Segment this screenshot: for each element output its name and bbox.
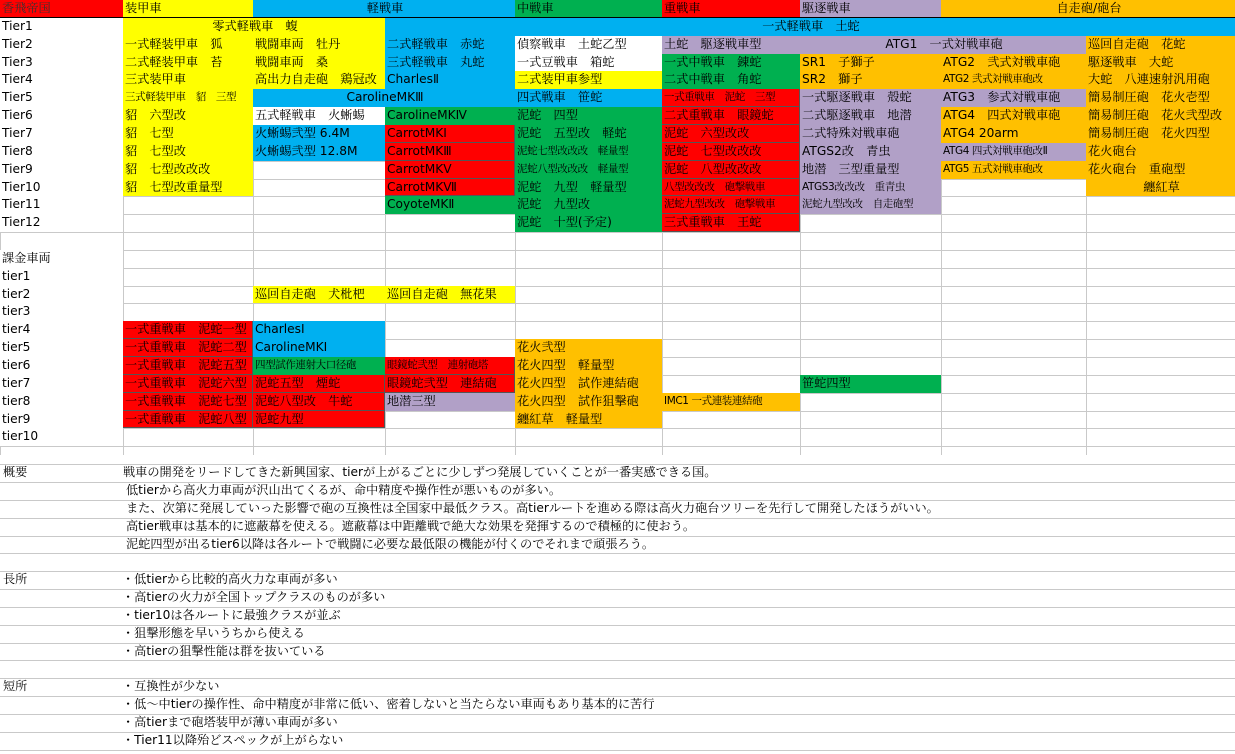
premium-armored-item[interactable]: 一式重戦車 泥蛇二型 (123, 339, 253, 357)
premium-medium-item[interactable]: 花火弐型 (515, 339, 662, 357)
premium-medium-item[interactable]: 花火四型 試作狙撃砲 (515, 393, 662, 411)
pros-line: ・狙撃形態を早いうちから使える (122, 626, 305, 640)
tree-medium-item[interactable]: 泥蛇 五型改 軽蛇 (515, 125, 662, 143)
tree-light-b2-item[interactable]: CarrotMKⅦ (385, 179, 515, 196)
tier-label[interactable]: Tier7 (0, 125, 123, 143)
tree-heavy-item[interactable]: 泥蛇 六型改改 (662, 125, 800, 143)
tier-label[interactable]: Tier6 (0, 107, 123, 125)
tree-atg-item[interactable]: ATG3 参式対戦車砲 (941, 89, 1086, 107)
tree-spg-item[interactable]: 簡易制圧砲 花火四型 (1086, 125, 1235, 143)
tree-medium-item[interactable]: 二式装甲車参型 (515, 71, 662, 89)
grid-row-line (0, 428, 1235, 429)
tree-armored-item[interactable]: 三式軽装甲車 貂 三型 (123, 89, 253, 107)
premium-light-item[interactable]: 泥蛇九型 (253, 411, 385, 428)
header-spg[interactable]: 自走砲/砲台 (941, 0, 1235, 18)
cons-line: ・Tier11以降殆どスペックが上がらない (122, 733, 344, 747)
grid-row-line (0, 553, 1235, 554)
header-armored[interactable]: 装甲車 (123, 0, 253, 18)
premium-heavy-item[interactable]: IMC1 一式連装連結砲 (662, 393, 800, 411)
tree-t1-tsuchihebi[interactable]: 一式軽戦車 土蛇 (385, 18, 1235, 36)
tree-td-item[interactable]: SR2 獅子 (800, 71, 941, 89)
tree-light-b2-item[interactable]: CarrotMKⅤ (385, 161, 515, 179)
tree-heavy-item[interactable]: 二式中戦車 角蛇 (662, 71, 800, 89)
pros-line: ・低tierから比較的高火力な車両が多い (122, 572, 338, 586)
tree-light-b-item[interactable]: 二式軽戦車 赤蛇 (385, 36, 515, 54)
tree-armored-item[interactable]: 貂 七型改改改 (123, 161, 253, 179)
tree-atg-item[interactable]: ATG2 弐式対戦車砲 (941, 54, 1086, 71)
tree-caroline3[interactable]: CarolineMKⅢ (253, 89, 515, 107)
tree-spg-item[interactable]: 花火砲台 (1086, 143, 1235, 161)
tree-spg-item[interactable]: 駆逐戦車 大蛇 (1086, 54, 1235, 71)
premium-armored-item[interactable]: 一式重戦車 泥蛇一型 (123, 321, 253, 339)
tree-td-item[interactable]: 二式駆逐戦車 地潜 (800, 107, 941, 125)
grid-row-line (0, 303, 1235, 304)
tree-medium-item[interactable]: 泥蛇八型改改改 軽量型 (515, 161, 662, 179)
tree-light-b2-item[interactable]: CarrotMKⅢ (385, 143, 515, 161)
premium-td-item[interactable]: 笹蛇四型 (800, 375, 941, 393)
pros-line: ・高tierの狙撃性能は群を抜いている (122, 644, 326, 658)
tree-light-b2-item[interactable]: CarolineMKⅣ (385, 107, 515, 125)
tree-spg-item[interactable]: 巡回自走砲 花蛇 (1086, 36, 1235, 54)
header-heavy[interactable]: 重戦車 (662, 0, 800, 18)
premium-medium-item[interactable]: 纏紅草 軽量型 (515, 411, 662, 428)
premium-t2-item[interactable]: 巡回自走砲 無花果 (385, 286, 515, 303)
tree-light-b2-item[interactable]: CoyoteMKⅡ (385, 196, 515, 214)
tier-label[interactable]: Tier1 (0, 18, 123, 36)
premium-tier-label[interactable]: tier6 (0, 357, 123, 375)
tree-heavy-item[interactable]: 泥蛇 七型改改改 (662, 143, 800, 161)
tree-spg-item[interactable]: 纏紅草 (1086, 179, 1235, 196)
premium-light2-item[interactable]: 眼鏡蛇弐型 連射砲塔 (385, 357, 515, 375)
tree-light-a2-item[interactable]: 五式軽戦車 火蜥蜴 (253, 107, 385, 125)
tier-label[interactable]: Tier5 (0, 89, 123, 107)
premium-tier-label[interactable]: tier9 (0, 411, 123, 428)
summary-line: 低tierから高火力車両が沢山出てくるが、命中精度や操作性が悪いものが多い。 (126, 483, 562, 497)
premium-light-item[interactable]: 泥蛇八型改 牛蛇 (253, 393, 385, 411)
tree-spg-item[interactable]: 花火砲台 重砲型 (1086, 161, 1235, 179)
tree-td-item[interactable]: 二式特殊対戦車砲 (800, 125, 941, 143)
premium-armored-item[interactable]: 一式重戦車 泥蛇五型 (123, 357, 253, 375)
cons-line: ・低～中tierの操作性、命中精度が非常に低い、密着しないと当たらない車両もあり基本的に苦行 (122, 697, 655, 711)
grid-row-line (0, 232, 1235, 233)
tier-label[interactable]: Tier10 (0, 179, 123, 196)
pros-label: 長所 (3, 572, 28, 586)
tree-medium-item[interactable]: 偵察戦車 土蛇乙型 (515, 36, 662, 54)
tree-light-b2-item[interactable]: CarrotMKⅠ (385, 125, 515, 143)
cons-label: 短所 (3, 679, 28, 693)
grid-row-line (0, 268, 1235, 269)
premium-light2-item[interactable]: 眼鏡蛇弐型 連結砲 (385, 375, 515, 393)
tree-atg-item[interactable]: ATG2 弐式対戦車砲改 (941, 71, 1086, 89)
tree-armored-item[interactable]: 貂 七型改重量型 (123, 179, 253, 196)
premium-tier-label[interactable]: tier4 (0, 321, 123, 339)
premium-medium-item[interactable]: 花火四型 軽量型 (515, 357, 662, 375)
premium-tier-label[interactable]: tier3 (0, 303, 123, 321)
tier-label[interactable]: Tier11 (0, 196, 123, 214)
cons-line: ・高tierまで砲塔装甲が薄い車両が多い (122, 715, 338, 729)
summary-line: 泥蛇四型が出るtier6以降は各ルートで戦闘に必要な最低限の機能が付くのでそれまで頑張ろう。 (126, 537, 655, 551)
premium-tier-label[interactable]: tier1 (0, 268, 123, 286)
tree-medium-item[interactable]: 泥蛇 十型(予定) (515, 214, 662, 232)
summary-line: 高tier戦車は基本的に遮蔽幕を使える。遮蔽幕は中距離戦で絶大な効果を発揮するので積極的に使おう。 (126, 519, 696, 533)
tree-heavy-item[interactable]: 一式重戦車 泥蛇 三型 (662, 89, 800, 107)
tree-heavy-item[interactable]: 一式中戦車 錬蛇 (662, 54, 800, 71)
tree-light-b-item[interactable]: 三式軽戦車 丸蛇 (385, 54, 515, 71)
tree-spg-item[interactable]: 簡易制圧砲 花火壱型 (1086, 89, 1235, 107)
premium-tier-label[interactable]: tier5 (0, 339, 123, 357)
tree-td-item[interactable]: 一式駆逐戦車 殻蛇 (800, 89, 941, 107)
tree-atg-item[interactable]: ATG4 四式対戦車砲改Ⅱ (941, 143, 1086, 161)
tree-armored-item[interactable]: 二式軽装甲車 苔 (123, 54, 253, 71)
tree-atg-item[interactable]: ATG4 四式対戦車砲 (941, 107, 1086, 125)
grid-row-line (0, 750, 1235, 751)
tree-spg-item[interactable]: 大蛇 八連速射汎用砲 (1086, 71, 1235, 89)
premium-armored-item[interactable]: 一式重戦車 泥蛇七型 (123, 393, 253, 411)
tree-heavy-item[interactable]: 泥蛇 八型改改改 (662, 161, 800, 179)
tier-label[interactable]: Tier3 (0, 54, 123, 71)
grid-row-line (0, 446, 1235, 447)
summary-line: 戦車の開発をリードしてきた新興国家、tierが上がるごとに少しずつ発展していくことが一番実感できる国。 (123, 465, 717, 479)
tree-light-a-item[interactable]: 戦闘車両 牡丹 (253, 36, 385, 54)
tree-light-a2-item[interactable]: 火蜥蜴弐型 6.4M (253, 125, 385, 143)
premium-light-item[interactable]: 泥蛇五型 煙蛇 (253, 375, 385, 393)
premium-light-item[interactable]: 四型試作連射大口径砲 (253, 357, 385, 375)
premium-light-item[interactable]: CharlesⅠ (253, 321, 385, 339)
premium-light2-item[interactable]: 地潜三型 (385, 393, 515, 411)
tree-medium-item[interactable]: 四式戦車 笹蛇 (515, 89, 662, 107)
tree-armored-item[interactable]: 一式軽装甲車 狐 (123, 36, 253, 54)
tree-td-item[interactable]: SR1 子獅子 (800, 54, 941, 71)
premium-tier-label[interactable]: tier2 (0, 286, 123, 303)
tier-label[interactable]: Tier2 (0, 36, 123, 54)
premium-armored-item[interactable]: 一式重戦車 泥蛇六型 (123, 375, 253, 393)
tree-light-a2-item[interactable]: 火蜥蜴弐型 12.8M (253, 143, 385, 161)
tree-medium-item[interactable]: 泥蛇 九型 軽量型 (515, 179, 662, 196)
cons-line: ・互換性が少ない (122, 679, 220, 693)
tree-medium-item[interactable]: 一式豆戦車 箱蛇 (515, 54, 662, 71)
header-td[interactable]: 駆逐戦車 (800, 0, 941, 18)
grid-row-line (0, 660, 1235, 661)
header-nation[interactable]: 香飛帝国 (0, 0, 123, 18)
tree-light-a-item[interactable]: 戦闘車両 桑 (253, 54, 385, 71)
tree-t1-zero[interactable]: 零式軽戦車 蝮 (123, 18, 385, 36)
tree-medium-item[interactable]: 泥蛇 四型 (515, 107, 662, 125)
pros-line: ・tier10は各ルートに最強クラスが並ぶ (122, 608, 341, 622)
tree-armored-item[interactable]: 三式装甲車 (123, 71, 253, 89)
tree-armored-item[interactable]: 貂 七型 (123, 125, 253, 143)
grid-row-line (0, 250, 1235, 251)
tier-label[interactable]: Tier8 (0, 143, 123, 161)
tree-armored-item[interactable]: 貂 六型改 (123, 107, 253, 125)
tree-medium-item[interactable]: 泥蛇 九型改 (515, 196, 662, 214)
premium-tier-label[interactable]: tier10 (0, 428, 123, 446)
premium-tier-label[interactable]: tier8 (0, 393, 123, 411)
tree-atg-item[interactable]: ATG4 20arm (941, 125, 1086, 143)
tree-heavy-item[interactable]: 土蛇 駆逐戦車型 (662, 36, 800, 54)
summary-line: また、次第に発展していった影響で砲の互換性は全国家中最低クラス。高tierルートを進める際は高火力砲台ツリーを先行して開発したほうがいい。 (126, 501, 939, 515)
premium-light-item[interactable]: CarolineMKⅠ (253, 339, 385, 357)
tree-td-item[interactable]: ATGS3改改改 重青虫 (800, 179, 941, 196)
tree-light-a-item[interactable]: 高出力自走砲 鶏冠改 (253, 71, 385, 89)
tree-heavy-item[interactable]: 二式重戦車 眼鏡蛇 (662, 107, 800, 125)
header-light[interactable]: 軽戦車 (253, 0, 515, 18)
premium-medium-item[interactable]: 花火四型 試作連結砲 (515, 375, 662, 393)
tree-spg-item[interactable]: 簡易制圧砲 花火弐型改 (1086, 107, 1235, 125)
summary-label: 概要 (3, 465, 28, 479)
premium-title[interactable]: 課金車両 (0, 250, 123, 268)
header-medium[interactable]: 中戦車 (515, 0, 662, 18)
tree-td-item[interactable]: 泥蛇九型改改 自走砲型 (800, 196, 941, 214)
tier-label[interactable]: Tier12 (0, 214, 123, 232)
tree-td-item[interactable]: 地潜 三型重量型 (800, 161, 941, 179)
pros-line: ・高tierの火力が全国トップクラスのものが多い (122, 590, 386, 604)
tree-light-b-item[interactable]: CharlesⅡ (385, 71, 515, 89)
tier-label[interactable]: Tier9 (0, 161, 123, 179)
tree-atg1[interactable]: ATG1 一式対戦車砲 (800, 36, 1086, 54)
premium-tier-label[interactable]: tier7 (0, 375, 123, 393)
tree-td-item[interactable]: ATGS2改 青虫 (800, 143, 941, 161)
premium-armored-item[interactable]: 一式重戦車 泥蛇八型 (123, 411, 253, 428)
tree-heavy-item[interactable]: 泥蛇九型改改 砲撃戦車 (662, 196, 800, 214)
grid-row-line (0, 286, 1235, 287)
tree-atg-item[interactable]: ATG5 五式対戦車砲改 (941, 161, 1086, 179)
tree-heavy-item[interactable]: 三式重戦車 王蛇 (662, 214, 800, 232)
tree-armored-item[interactable]: 貂 七型改 (123, 143, 253, 161)
tree-medium-item[interactable]: 泥蛇七型改改改 軽量型 (515, 143, 662, 161)
premium-t2-item[interactable]: 巡回自走砲 犬枇杷 (253, 286, 385, 303)
tier-label[interactable]: Tier4 (0, 71, 123, 89)
tree-heavy-item[interactable]: 八型改改改 砲撃戦車 (662, 179, 800, 196)
